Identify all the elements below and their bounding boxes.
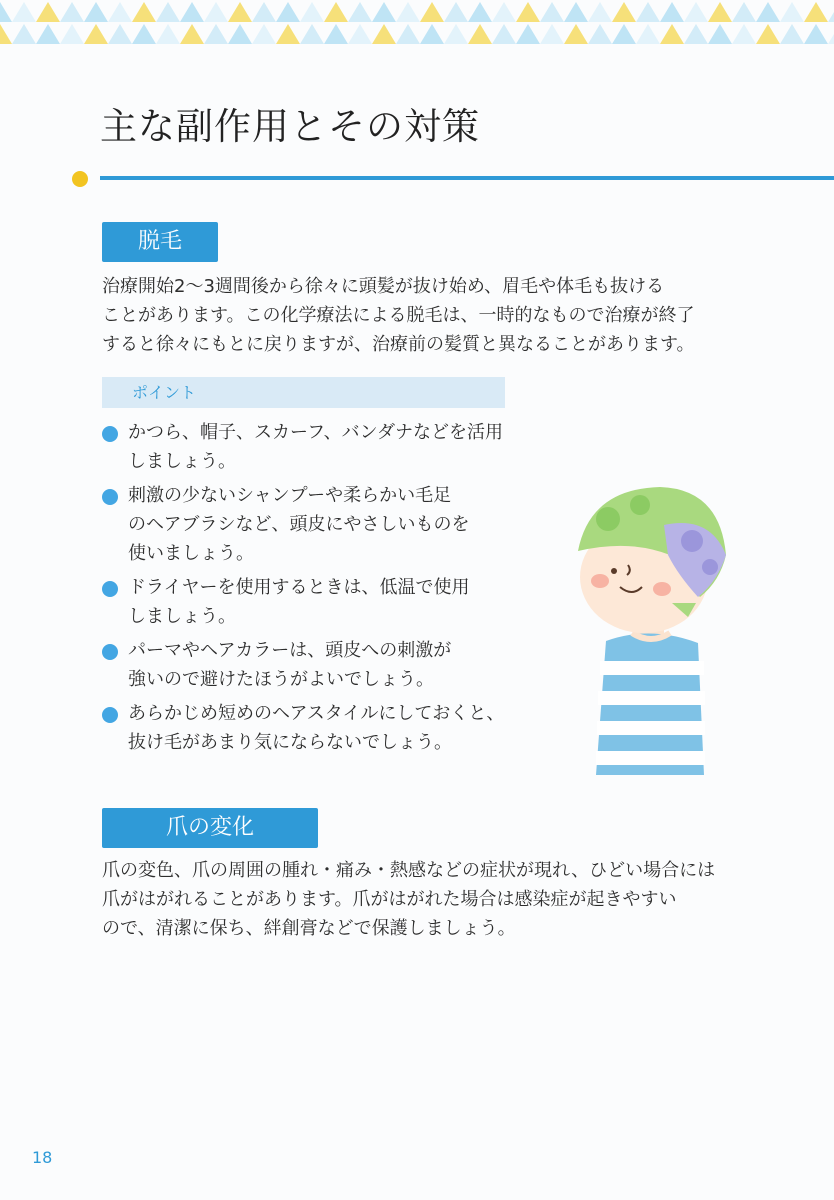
hair-loss-line-2: ことがあります。この化学療法による脱毛は、一時的なもので治療が終了: [102, 305, 695, 326]
point-text: [128, 577, 469, 627]
points-header-label: ポイント: [132, 383, 197, 402]
point-text: [128, 640, 451, 690]
point-item-short-hair: [100, 699, 504, 757]
hair-loss-line-3: すると徐々にもとに戻りますが、治療前の髪質と異なることがあります。: [102, 334, 695, 355]
nail-change-line-1: 爪の変色、爪の周囲の腫れ・痛み・熱感などの症状が現れ、ひどい場合には: [102, 860, 716, 881]
point-item-shampoo: [100, 481, 504, 568]
triangle-pattern-banner: [0, 0, 834, 48]
section-heading-hair-loss: 脱毛: [102, 222, 218, 262]
point-line: しましょう。: [128, 606, 236, 627]
point-item-perm: [100, 636, 504, 694]
nail-change-description: [102, 856, 715, 943]
point-line: 抜け毛があまり気にならないでしょう。: [128, 732, 452, 753]
point-item-dryer: [100, 573, 504, 631]
point-line: ドライヤーを使用するときは、低温で使用: [128, 577, 470, 598]
bullet-dot-icon: [102, 644, 118, 660]
points-header-bar: [102, 377, 505, 408]
title-dot-icon: [72, 171, 88, 187]
point-text: [128, 485, 469, 564]
point-line: のヘアブラシなど、頭皮にやさしいものを: [128, 514, 470, 535]
bullet-dot-icon: [102, 489, 118, 505]
bullet-dot-icon: [102, 581, 118, 597]
nail-change-line-2: 爪がはがれることがあります。爪がはがれた場合は感染症が起きやすい: [102, 889, 677, 910]
point-line: あらかじめ短めのヘアスタイルにしておくと、: [128, 703, 505, 724]
page-title: 主な副作用とその対策: [100, 105, 480, 148]
hair-loss-line-1: 治療開始2～3週間後から徐々に頭髪が抜け始め、眉毛や体毛も抜ける: [102, 276, 665, 297]
point-item-wig: [100, 418, 504, 476]
point-text: [128, 422, 503, 472]
bullet-dot-icon: [102, 426, 118, 442]
point-line: かつら、帽子、スカーフ、バンダナなどを活用: [128, 422, 503, 443]
hair-loss-description: [102, 272, 695, 359]
points-list: [100, 418, 504, 762]
nail-change-line-3: ので、清潔に保ち、絆創膏などで保護しましょう。: [102, 918, 516, 939]
point-line: しましょう。: [128, 451, 236, 472]
page-number: 18: [32, 1148, 53, 1167]
title-underline: [100, 176, 834, 180]
person-with-bandana-illustration: [570, 485, 740, 777]
bullet-dot-icon: [102, 707, 118, 723]
point-line: 強いので避けたほうがよいでしょう。: [128, 669, 434, 690]
section-heading-nail-change: 爪の変化: [102, 808, 318, 848]
point-line: パーマやヘアカラーは、頭皮への刺激が: [128, 640, 452, 661]
point-line: 刺激の少ないシャンプーや柔らかい毛足: [128, 485, 452, 506]
point-line: 使いましょう。: [128, 543, 254, 564]
point-text: [128, 703, 504, 753]
